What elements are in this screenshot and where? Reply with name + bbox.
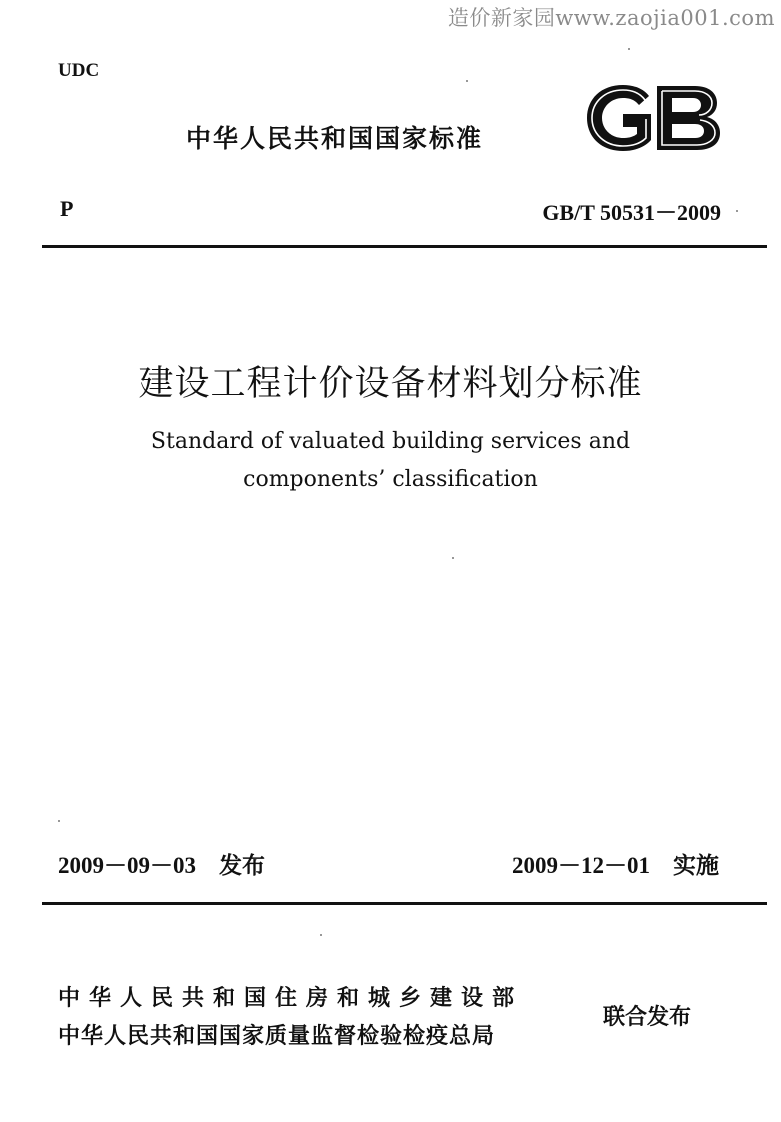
issuer-aqsiq: 中华人民共和国国家质量监督检验检疫总局 [58,1024,496,1049]
issuer-ministry-housing: 中华人民共和国住房和城乡建设部 [58,986,524,1011]
scan-speck [320,934,322,936]
bottom-divider [42,902,767,905]
title-english [0,423,781,499]
title-english-line2: components’ classification [243,467,538,492]
standard-number: GB/T 50531－2009 [542,200,721,225]
scan-speck [58,820,60,822]
scan-speck [452,557,454,559]
issuer-block [58,980,523,1056]
watermark: 造价新家园www.zaojia001.com [447,6,775,30]
scan-speck [736,210,738,212]
effective-date: 2009－12－01 实施 [512,853,719,878]
category-code: P [60,196,74,221]
issue-date: 2009－09－03 发布 [58,853,265,878]
scan-speck [466,80,468,82]
udc-label: UDC [58,60,100,81]
joint-issue-label: 联合发布 [603,1005,692,1030]
gb-logo [583,82,723,154]
title-chinese: 建设工程计价设备材料划分标准 [138,364,643,404]
title-english-line1: Standard of valuated building services and [150,429,631,454]
national-standard-heading: 中华人民共和国国家标准 [186,124,484,153]
top-divider [42,245,767,248]
scan-speck [628,48,630,50]
